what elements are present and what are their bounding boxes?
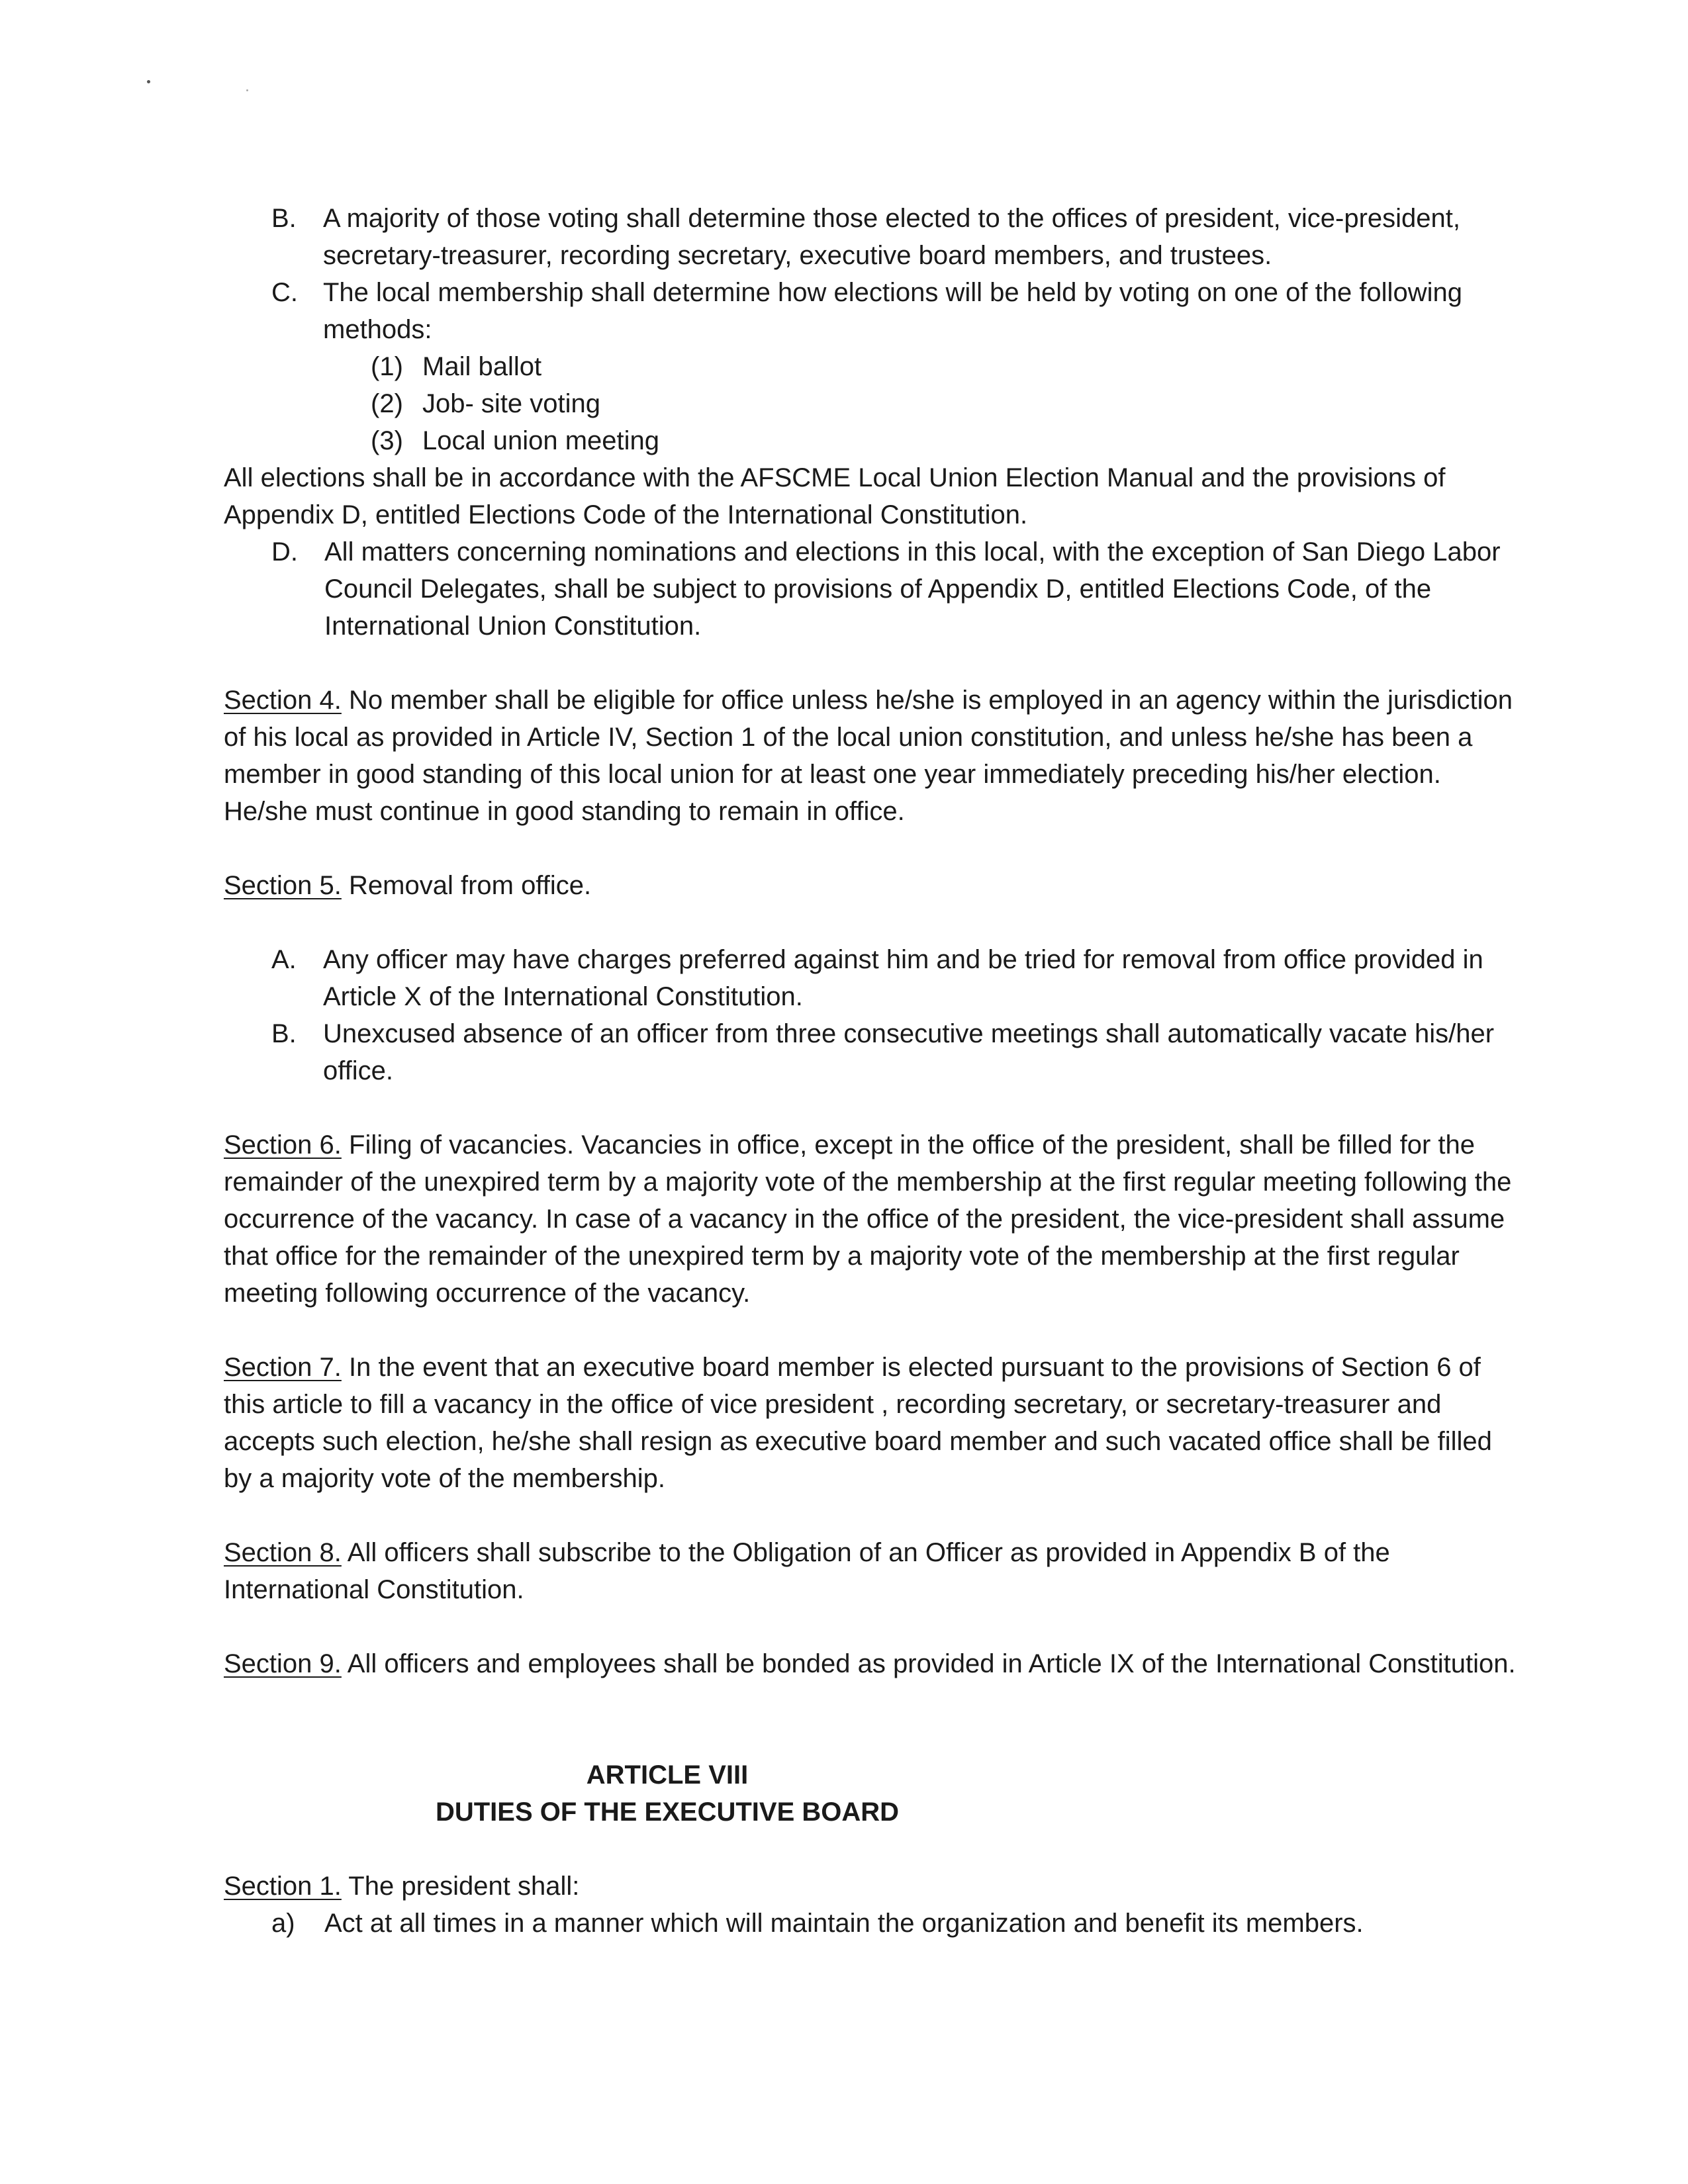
item-text: A majority of those voting shall determine those elected to the offices of president, vice-president, secretary-treasurer, recording secretary, executive board members, and trustees. bbox=[323, 204, 1460, 270]
section-label: Section 6. bbox=[224, 1130, 342, 1160]
item-text: Any officer may have charges preferred against him and be tried for removal from office provided in Article X of the International Constitution. bbox=[323, 945, 1483, 1011]
election-item-b bbox=[224, 200, 1521, 274]
method-marker: (1) bbox=[371, 352, 403, 381]
section-8 bbox=[224, 1534, 1521, 1608]
item-text: Unexcused absence of an officer from three consecutive meetings shall automatically vacate his/her office. bbox=[323, 1019, 1495, 1085]
item-text: All matters concerning nominations and elections in this local, with the exception of San Diego Labor Council Delegates, shall be subject to provisions of Appendix D, entitled Elections Code, of the International Union Constitution. bbox=[324, 537, 1501, 641]
method-item-3 bbox=[224, 422, 1521, 459]
section-text: In the event that an executive board member is elected pursuant to the provisions of Section 6 of this article to fill a vacancy in the office of vice president , recording secretary, or secretary-treasurer and accepts such election, he/she shall resign as executive board member and such vacated office shall be filled by a majority vote of the membership. bbox=[224, 1353, 1492, 1493]
method-text: Local union meeting bbox=[422, 426, 660, 455]
section-label: Section 1. bbox=[224, 1872, 342, 1901]
election-item-d bbox=[224, 533, 1521, 645]
duty-text: Act at all times in a manner which will maintain the organization and benefit its members. bbox=[324, 1909, 1364, 1938]
section-label: Section 7. bbox=[224, 1353, 342, 1382]
article-section-1 bbox=[224, 1868, 1521, 1905]
item-marker: B. bbox=[271, 204, 297, 233]
section-9 bbox=[224, 1645, 1521, 1682]
election-item-c bbox=[224, 274, 1521, 348]
item-text: The local membership shall determine how elections will be held by voting on one of the following methods: bbox=[323, 278, 1462, 344]
section-text: The president shall: bbox=[341, 1872, 580, 1901]
document-body bbox=[224, 200, 1521, 1942]
item-marker: A. bbox=[271, 945, 297, 974]
section-6 bbox=[224, 1126, 1521, 1312]
section-4 bbox=[224, 682, 1521, 830]
section-text: No member shall be eligible for office unless he/she is employed in an agency within the jurisdiction of his local as provided in Article IV, Section 1 of the local union constitution, and unless he/she has been a member in good standing of this local union for at least one year immediately preceding his/her election. He/she must continue in good standing to remain in office. bbox=[224, 686, 1513, 826]
method-text: Mail ballot bbox=[422, 352, 542, 381]
section-label: Section 5. bbox=[224, 871, 342, 900]
method-marker: (2) bbox=[371, 389, 403, 418]
president-duty-a bbox=[224, 1905, 1521, 1942]
scan-speck bbox=[246, 89, 248, 91]
section-7 bbox=[224, 1349, 1521, 1497]
section-text: All officers and employees shall be bonded as provided in Article IX of the International Constitution. bbox=[341, 1649, 1516, 1678]
item-marker: C. bbox=[271, 278, 298, 307]
duty-marker: a) bbox=[271, 1909, 295, 1938]
section-text: Removal from office. bbox=[341, 871, 592, 900]
section-label: Section 9. bbox=[224, 1649, 342, 1678]
section-text: All officers shall subscribe to the Obligation of an Officer as provided in Appendix B of the International Constitution. bbox=[224, 1538, 1390, 1604]
method-item-2 bbox=[224, 385, 1521, 422]
article-number: ARTICLE VIII bbox=[586, 1760, 749, 1790]
section-label: Section 4. bbox=[224, 686, 342, 715]
scan-speck bbox=[147, 80, 150, 83]
section-text: Filing of vacancies. Vacancies in office, except in the office of the president, shall be filled for the remainder of the unexpired term by a majority vote of the membership at the first regular meeting following the occurrence of the vacancy. In case of a vacancy in the office of the president, the vice-president shall assume that office for the remainder of the unexpired term by a majority vote of the membership at the first regular meeting following occurrence of the vacancy. bbox=[224, 1130, 1512, 1308]
item-marker: D. bbox=[271, 537, 298, 567]
section-5 bbox=[224, 867, 1521, 904]
item-marker: B. bbox=[271, 1019, 297, 1048]
method-marker: (3) bbox=[371, 426, 403, 455]
section-label: Section 8. bbox=[224, 1538, 342, 1567]
article-title: DUTIES OF THE EXECUTIVE BOARD bbox=[435, 1797, 900, 1827]
removal-item-a bbox=[224, 941, 1521, 1015]
removal-item-b bbox=[224, 1015, 1521, 1089]
method-item-1 bbox=[224, 348, 1521, 385]
method-text: Job- site voting bbox=[422, 389, 601, 418]
elections-paragraph: All elections shall be in accordance with the AFSCME Local Union Election Manual and the provisions of Appendix D, entitled Elections Code of the International Constitution. bbox=[224, 463, 1446, 529]
